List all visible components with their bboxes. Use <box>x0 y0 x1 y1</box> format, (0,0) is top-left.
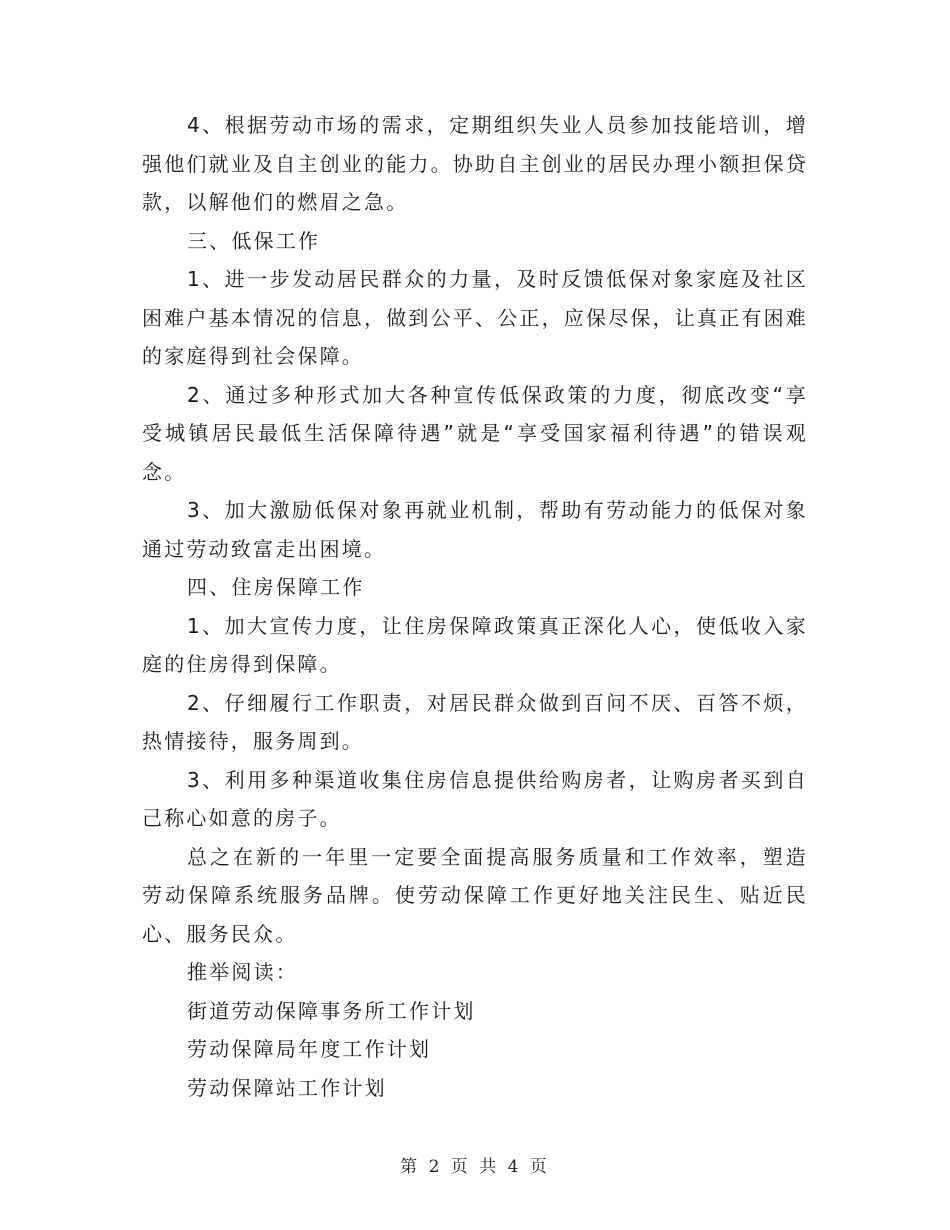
document-body <box>142 106 808 1107</box>
paragraph-housing-2: 2、仔细履行工作职责，对居民群众做到百问不厌、百答不烦，热情接待，服务周到。 <box>142 690 808 753</box>
paragraph-low-income-1: 1、进一步发动居民群众的力量，及时反馈低保对象家庭及社区困难户基本情况的信息，做到公平、公正，应保尽保，让真正有困难的家庭得到社会保障。 <box>142 267 808 368</box>
paragraph-housing-1: 1、加大宣传力度，让住房保障政策真正深化人心，使低收入家庭的住房得到保障。 <box>142 613 808 676</box>
paragraph-low-income-2: 2、通过多种形式加大各种宣传低保政策的力度，彻底改变“享受城镇居民最低生活保障待遇”就是“享受国家福利待遇”的错误观念。 <box>142 382 808 484</box>
recommended-reading-list <box>142 992 808 1108</box>
paragraph-low-income-3: 3、加大激励低保对象再就业机制，帮助有劳动能力的低保对象通过劳动致富走出困境。 <box>142 498 808 561</box>
paragraph-item-4: 4、根据劳动市场的需求，定期组织失业人员参加技能培训，增强他们就业及自主创业的能力。协助自主创业的居民办理小额担保贷款，以解他们的燃眉之急。 <box>142 113 808 214</box>
recommended-reading-link[interactable]: 劳动保障站工作计划 <box>187 1075 387 1100</box>
paragraph-housing-3: 3、利用多种渠道收集住房信息提供给购房者，让购房者买到自己称心如意的房子。 <box>142 767 808 830</box>
paragraph-conclusion: 总之在新的一年里一定要全面提高服务质量和工作效率，塑造劳动保障系统服务品牌。使劳动保障工作更好地关注民生、贴近民心、服务民众。 <box>142 844 808 946</box>
recommended-reading-link[interactable]: 劳动保障局年度工作计划 <box>187 1037 432 1061</box>
section-heading-housing: 四、住房保障工作 <box>187 575 365 599</box>
section-heading-low-income: 三、低保工作 <box>187 228 321 253</box>
recommended-reading-title: 推举阅读： <box>187 960 298 984</box>
page-number-footer: 第 2 页 共 4 页 <box>400 1157 550 1177</box>
recommended-reading-link[interactable]: 街道劳动保障事务所工作计划 <box>187 998 476 1023</box>
